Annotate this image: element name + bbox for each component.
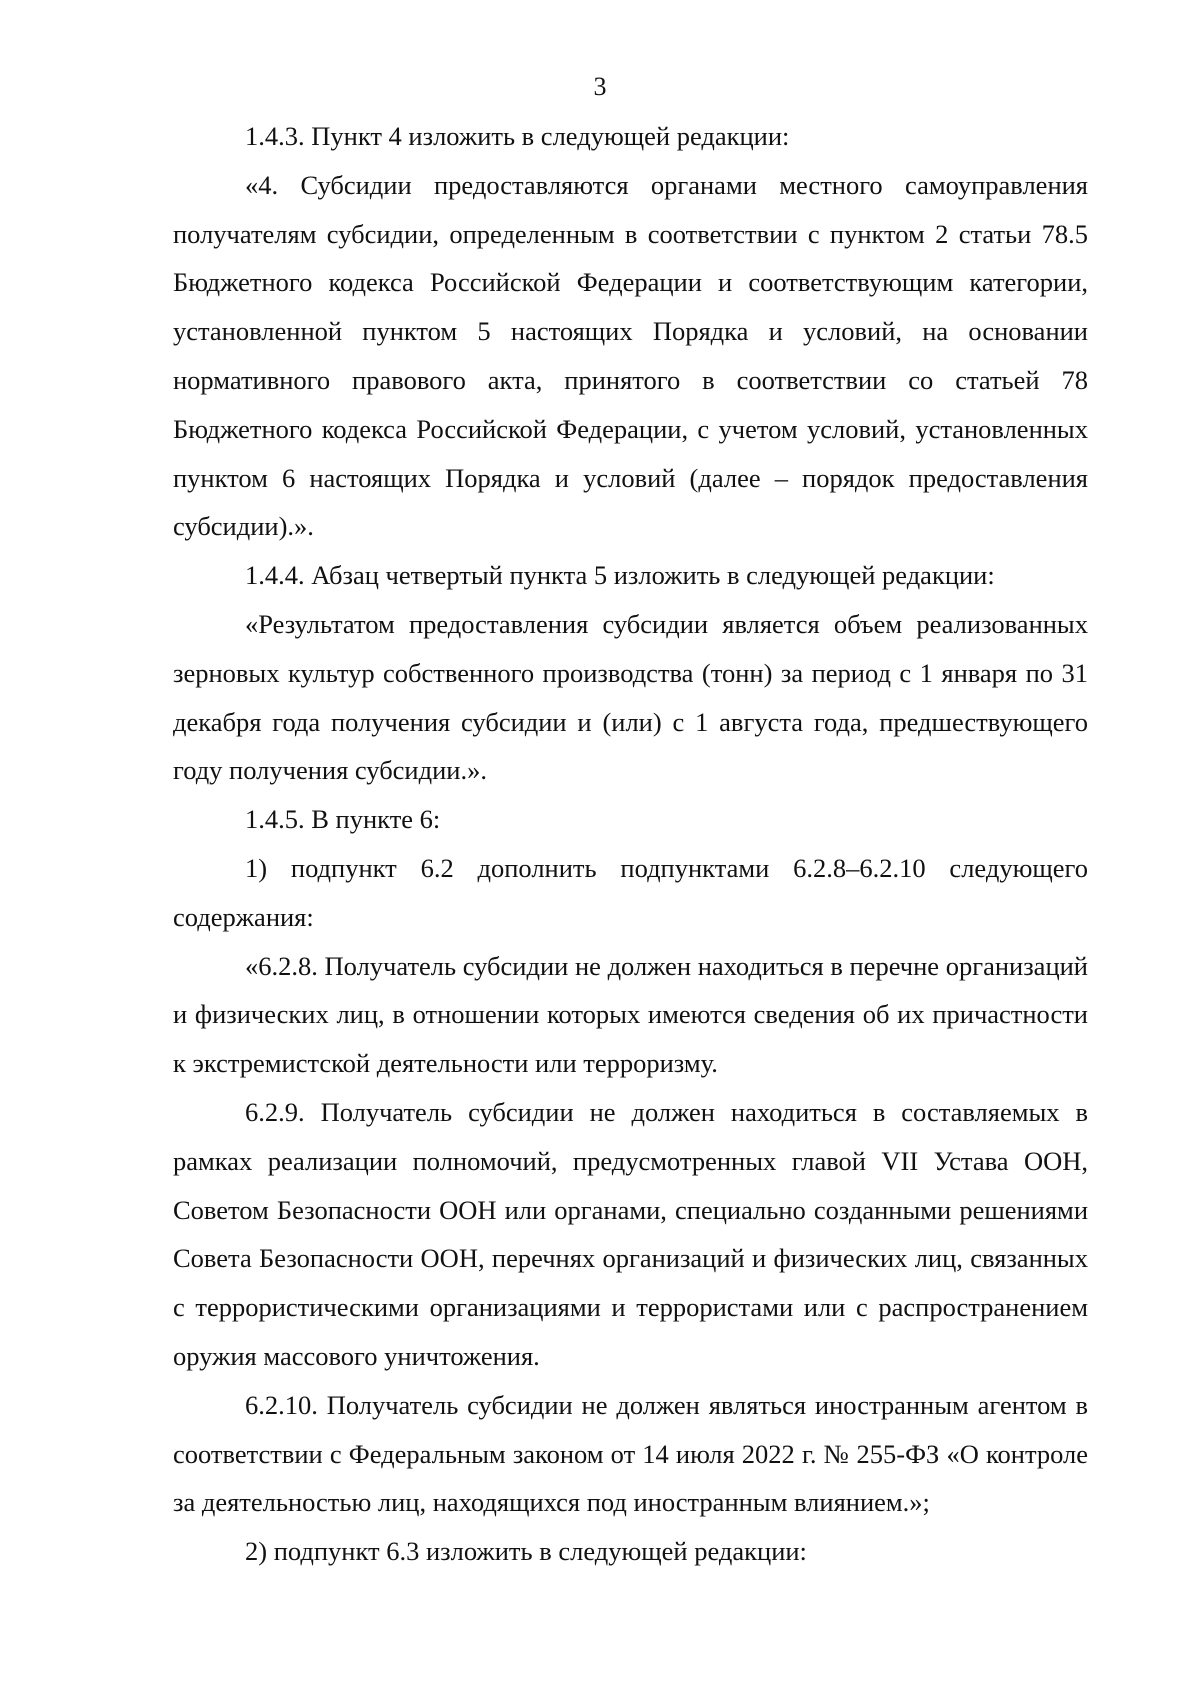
paragraph-6-2-8: «6.2.8. Получатель субсидии не должен находиться в перечне организаций и физических лиц, в отношении которых имеются сведения об их причастности к экстремистской деятельности или терроризму. [173,950,1088,1079]
paragraph-1-4-3: 1.4.3. Пункт 4 изложить в следующей редакции: [245,121,790,151]
page-number: 3 [593,72,607,101]
paragraph-result-definition: «Результатом предоставления субсидии является объем реализованных зерновых культур собственного производства (тонн) за период с 1 января по 31 декабря года получения субсидии и (или) с 1 августа года, предшествующего году получения субсидии.». [173,608,1088,786]
paragraph-subitem-2: 2) подпункт 6.3 изложить в следующей редакции: [245,1536,807,1567]
paragraph-1-4-5: 1.4.5. В пункте 6: [245,804,441,835]
paragraph-1-4-4: 1.4.4. Абзац четвертый пункта 5 изложить в следующей редакции: [245,560,995,591]
paragraph-6-2-10: 6.2.10. Получатель субсидии не должен являться иностранным агентом в соответствии с Федеральным законом от 14 июля 2022 г. № 255-ФЗ «О контроле за деятельностью лиц, находящихся под иностранным влиянием.»; [173,1389,1088,1518]
paragraph-quote-item-4: «4. Субсидии предоставляются органами местного самоуправления получателям субсидии, определенным в соответствии с пунктом 2 статьи 78.5 Бюджетного кодекса Российской Федерации и соответствующим категории, установленной пунктом 5 настоящих Порядка и условий, на основании нормативного правового акта, принятого в соответствии со статьей 78 Бюджетного кодекса Российской Федерации, с учетом условий, установленных пунктом 6 настоящих Порядка и условий (далее – порядок предоставления субсидии).». [173,169,1088,542]
paragraph-6-2-9: 6.2.9. Получатель субсидии не должен находиться в составляемых в рамках реализации полномочий, предусмотренных главой VII Устава ООН, Советом Безопасности ООН или органами, специально созданными решениями Совета Безопасности ООН, перечнях организаций и физических лиц, связанных с террористическими организациями и террористами или с распространением оружия массового уничтожения. [173,1096,1088,1371]
paragraph-subitem-1: 1) подпункт 6.2 дополнить подпунктами 6.2.8–6.2.10 следующего содержания: [173,852,1088,932]
document-body [173,112,1088,1576]
